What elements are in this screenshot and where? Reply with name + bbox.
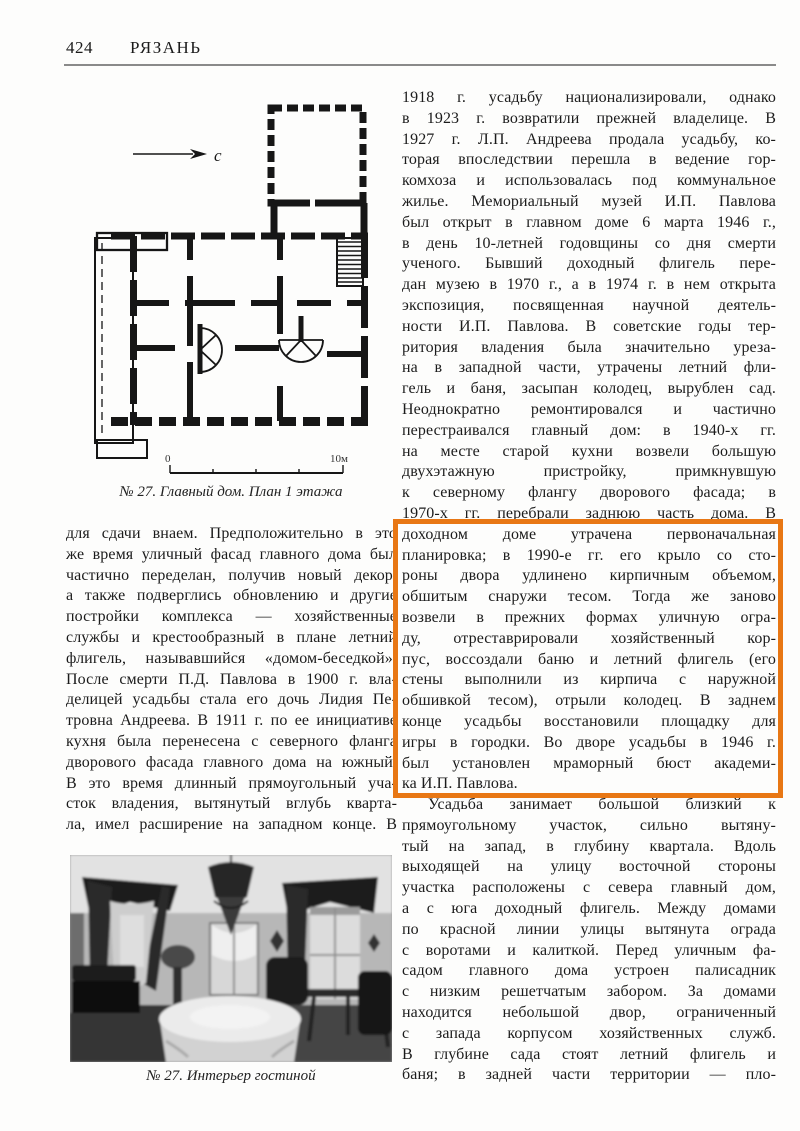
plan-caption: № 27. Главный дом. План 1 этажа [119, 484, 343, 500]
text-line: ла, имел расширение на западном конце. В [66, 816, 397, 834]
text-line: тый на запад, в глубину квартала. Вдоль [402, 837, 776, 855]
text-line: стены выполнили из кирпича с наружной [402, 671, 776, 689]
text-line: дан музею в 1970 г., а в 1974 г. в нем открыта [402, 276, 776, 294]
text-line: ности И.П. Павлова. В советские годы тер- [402, 317, 776, 335]
stove-symbol [279, 316, 323, 362]
text-line: садом главного дома устроен палисадник [402, 962, 776, 980]
text-line: ученого. Бывший доходный флигель пере- [402, 255, 776, 273]
text-line: с запада корпусом хозяйственных служб. [402, 1024, 776, 1042]
text-line: двухэтажную пристройку, примкнувшую [402, 463, 776, 481]
text-line: игры в городки. Во дворе усадьбы в 1946 г. [402, 733, 776, 751]
north-arrow-icon [133, 149, 207, 159]
text-line: обшивкой тесом), отрыли колодец. В заднем [402, 692, 776, 710]
text-line: к северному флангу дворового фасада; в [402, 484, 776, 502]
text-line: с низким решетчатым забором. За домами [402, 983, 776, 1001]
text-line: службы и крестообразный в плане летний [66, 628, 397, 646]
text-line: доходном доме утрачена первоначальная [402, 525, 776, 543]
text-line: в день 10-летней годовщины со дня смерти [402, 234, 776, 252]
text-line: для сдачи внаем. Предположительно в это [66, 525, 397, 542]
scale-ten-label: 10м [330, 453, 348, 465]
text-line: ритория владения была значительно уреза- [402, 338, 776, 356]
floor-plan-drawing [75, 88, 395, 483]
text-line: роны двора удлинено кирпичным объемом, [402, 567, 776, 585]
page-number: 424 [66, 38, 93, 57]
text-line: а с юга доходный флигель. Между домами [402, 900, 776, 918]
text-line: участка расположены с севера главный дом, [402, 879, 776, 897]
scale-bar [170, 465, 343, 473]
text-line: сток владения, вытянутый вглубь кварта- [66, 795, 397, 813]
right-column-pre-box-text [402, 88, 776, 525]
text-line: был открыт в главном доме 6 марта 1946 г., [402, 213, 776, 231]
text-line: конце усадьбы восстановили площадку для [402, 712, 776, 730]
text-line: в 1923 г. возвратили прежней владелице. В [402, 109, 776, 127]
text-line: возвели в прежних формах уличную огра- [402, 608, 776, 626]
text-line: выходящей на улицу восточной стороны [402, 858, 776, 876]
text-line: комхоза и использовалась под коммунальное [402, 172, 776, 190]
text-line: по красной линии улицы вытянута ограда [402, 920, 776, 938]
photo-caption: № 27. Интерьер гостиной [146, 1068, 316, 1084]
highlighted-passage [402, 525, 776, 795]
text-line: торая впоследствии перешла в ведение гор- [402, 151, 776, 169]
text-line: 1970-х гг. перебрали заднюю часть дома. В [402, 504, 776, 522]
text-line: прямоугольному участок, сильно вытяну- [402, 816, 776, 834]
text-line: Неоднократно ремонтировался и частично [402, 400, 776, 418]
text-line: пус, воссоздали баню и летний флигель (его [402, 650, 776, 668]
text-line: гель и баня, засыпан колодец, вырублен сад. [402, 380, 776, 398]
text-line: дворового фасада главного дома на южный. [66, 753, 397, 771]
text-line: с воротами и калиткой. Перед уличным фа- [402, 941, 776, 959]
text-line: постройки комплекса — хозяйственные [66, 608, 397, 626]
text-line: был установлен мраморный бюст академи- [402, 754, 776, 772]
text-line: на месте старой кухни возвели большую [402, 442, 776, 460]
text-line: баня; в задней части территории — пло- [402, 1066, 776, 1084]
right-text-column [402, 88, 776, 1086]
text-line: ка И.П. Павлова. [402, 775, 518, 793]
text-line: Усадьба занимает большой близкий к [428, 796, 776, 814]
header-rule [64, 64, 776, 66]
text-line: В это время длинный прямоугольный уча- [66, 774, 397, 792]
text-line: экспозиция, посвященная научной деятель- [402, 296, 776, 314]
text-line: флигель, называвшийся «домом-беседкой». [66, 649, 397, 667]
text-line: же время уличный фасад главного дома был [66, 545, 397, 563]
text-line: обшитым снаружи тесом. Тогда же заново [402, 588, 776, 606]
staircase-symbol [337, 238, 363, 286]
text-line: планировка; в 1990-е гг. его крыло со сто- [402, 546, 776, 564]
text-line: на в западной части, утрачены летний фли- [402, 359, 776, 377]
text-line: делицей усадьбы стала его дочь Лидия Пе- [66, 691, 397, 709]
text-line: перестраивался главный дом: в 1940-х гг. [402, 421, 776, 439]
text-line: 1918 г. усадьбу национализировали, однако [402, 89, 776, 106]
left-text-column [66, 524, 397, 836]
right-column-post-box-text [402, 795, 776, 1086]
text-line: кухня была перенесена с северного фланга [66, 732, 397, 750]
text-line: ду, отреставрировали хозяйственный кор- [402, 629, 776, 647]
text-line: жилье. Мемориальный музей И.П. Павлова [402, 192, 776, 210]
text-line: находится небольшой двор, ограниченный [402, 1004, 776, 1022]
running-title: РЯЗАНЬ [130, 38, 202, 57]
text-line: В глубине сада стоят летний флигель и [402, 1045, 776, 1063]
text-line: 1927 г. Л.П. Андреева продала усадьбу, ко- [402, 130, 776, 148]
north-label: с [214, 146, 222, 165]
text-line: частично переделан, получив новый декор, [66, 566, 397, 584]
highlighted-text [402, 525, 776, 795]
text-line: а также подверглись обновлению и другие [66, 587, 397, 605]
text-line: тровна Андреева. В 1911 г. по ее инициативе [66, 712, 397, 730]
interior-photo [70, 855, 392, 1062]
floor-plan-figure [75, 88, 395, 483]
scale-zero-label: 0 [165, 453, 171, 465]
text-line: После смерти П.Д. Павлова в 1900 г. вла- [66, 670, 397, 688]
stove-symbol [200, 324, 222, 374]
